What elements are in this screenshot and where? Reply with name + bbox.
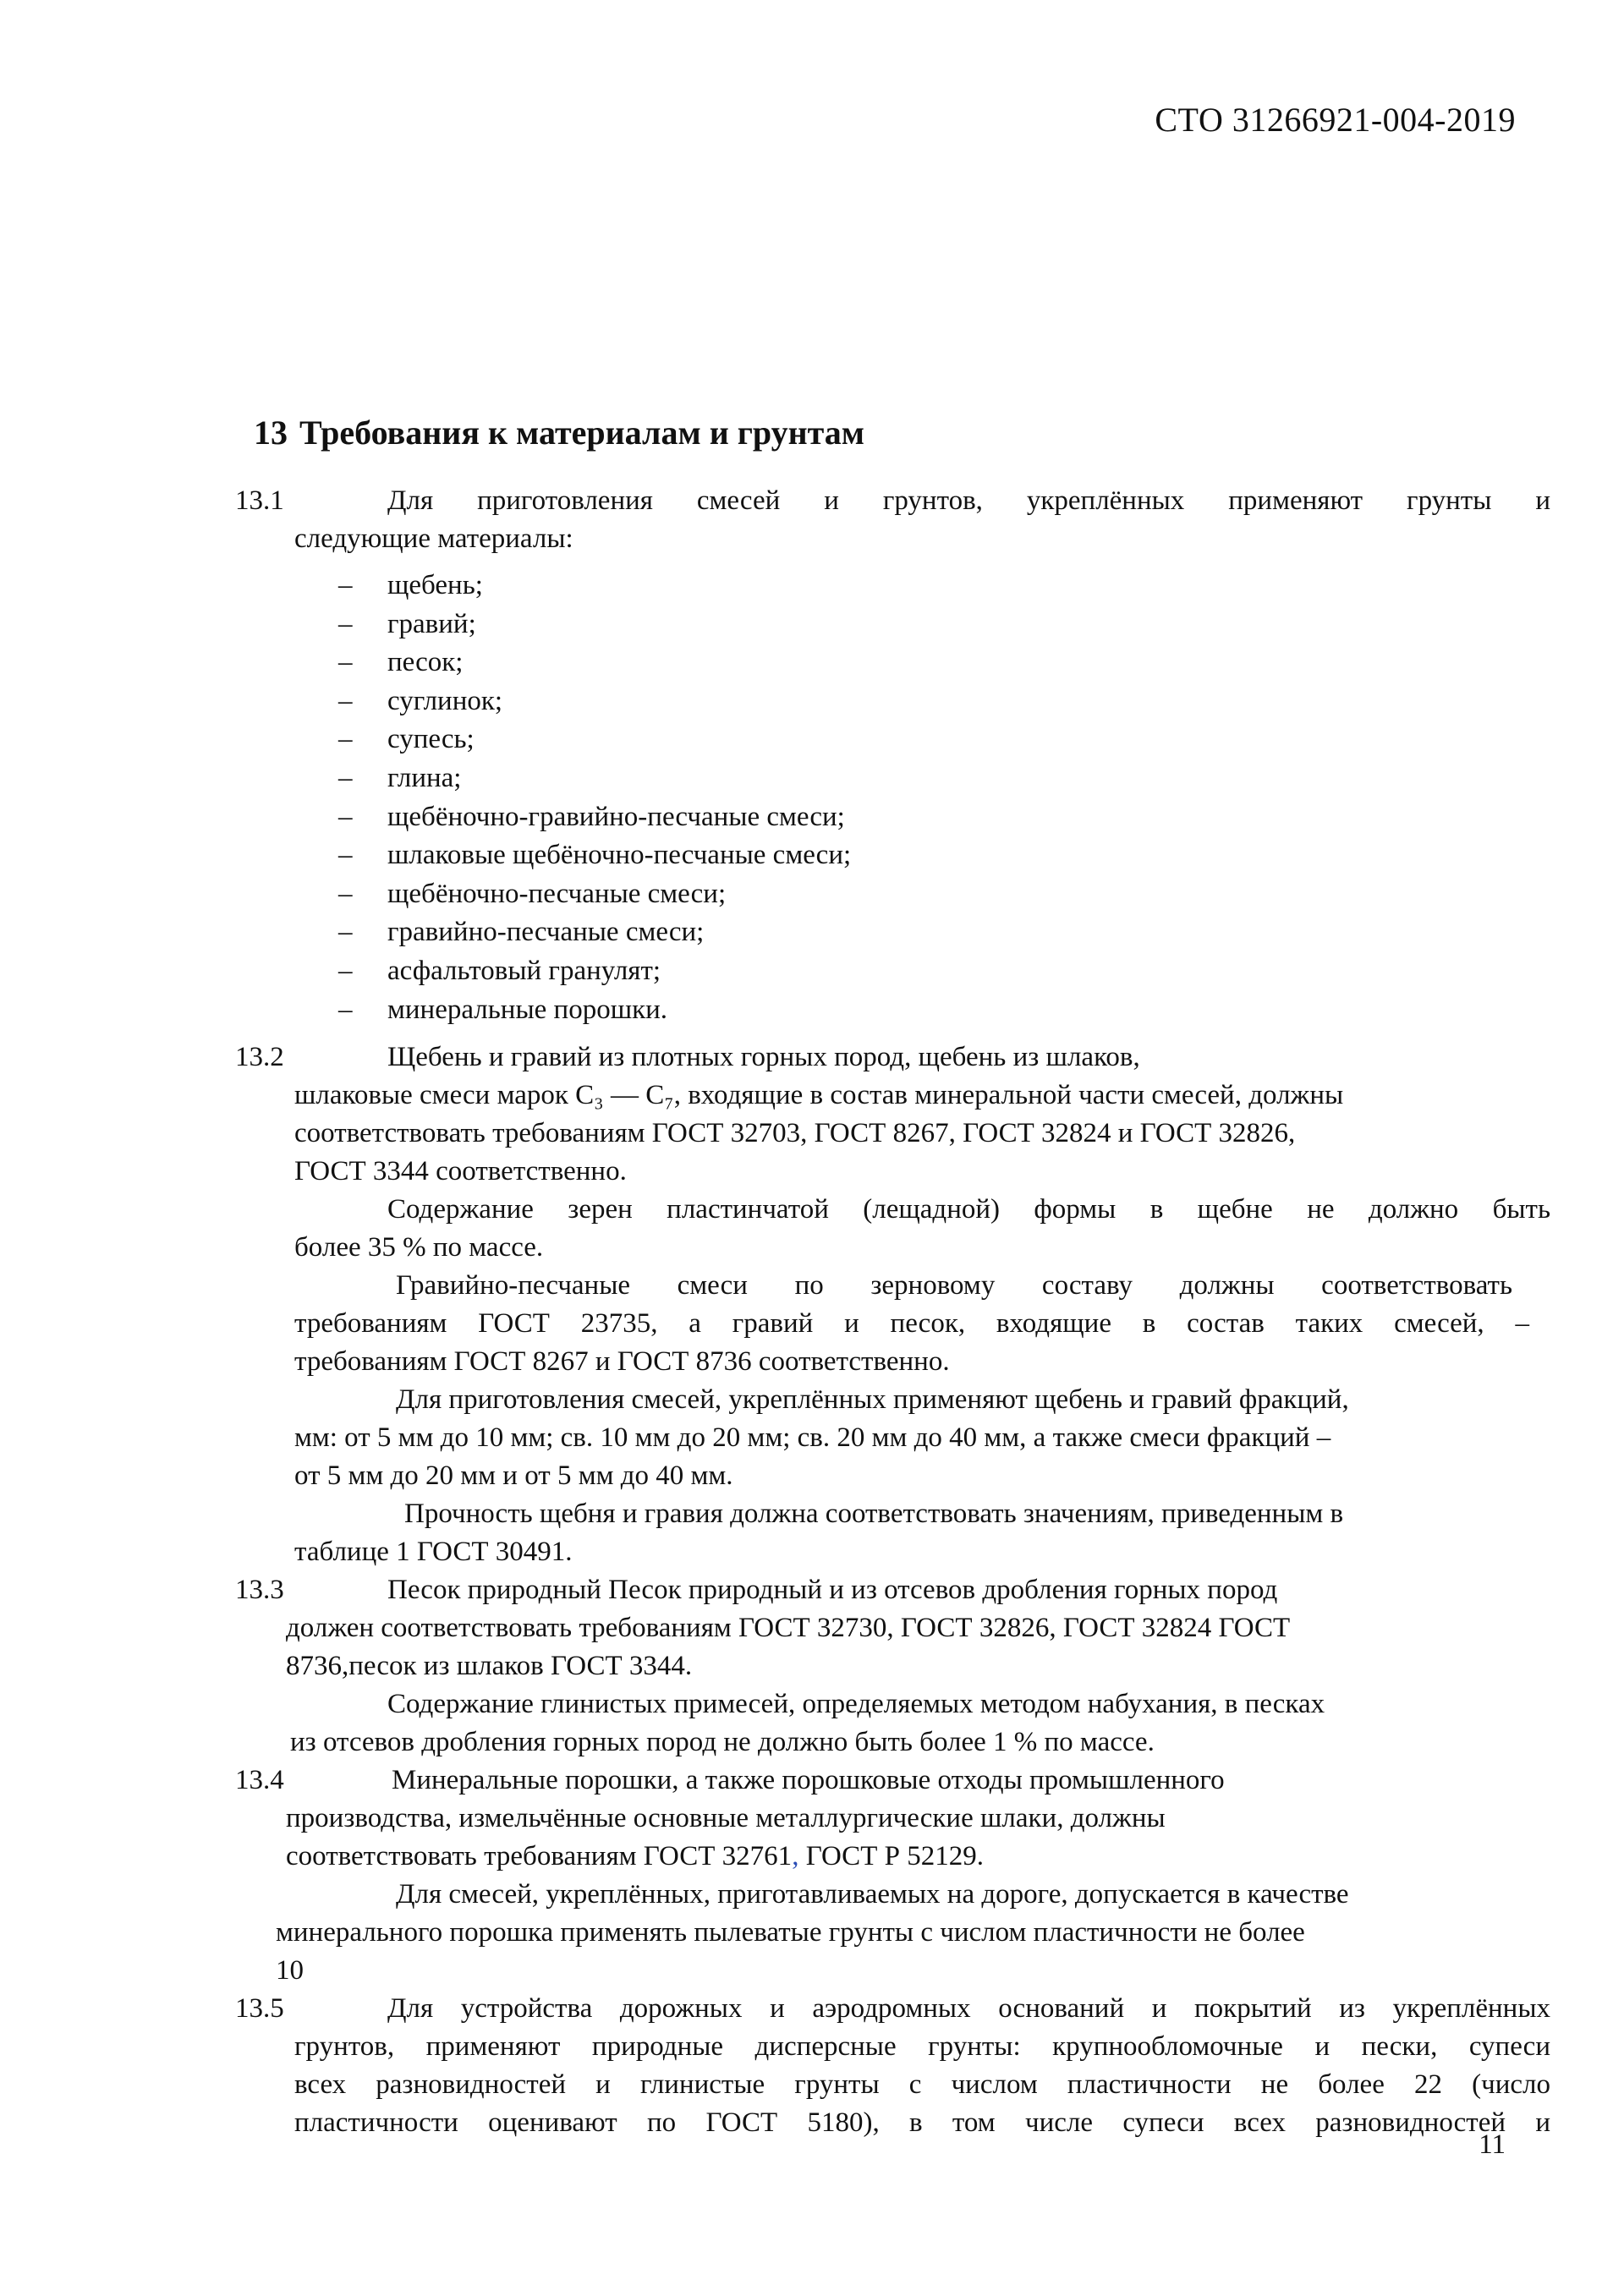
- text-line: шлаковые смеси марок С₃ — С₇, входящие в состав минеральной части смесей, должны: [294, 1080, 1344, 1110]
- list-item: – щебень;: [338, 567, 851, 606]
- text-line: Щебень и гравий из плотных горных пород, щебень из шлаков,: [387, 1042, 1140, 1072]
- paragraph-13-2: [235, 1038, 1550, 1571]
- text-line: Прочность щебня и гравия должна соответствовать значениям, приведенным в: [404, 1499, 1344, 1529]
- text-line: Содержание зерен пластинчатой (лещадной) формы в щебне не должно быть: [387, 1194, 1550, 1225]
- text-line: Минеральные порошки, а также порошковые отходы промышленного: [392, 1765, 1225, 1795]
- list-item: – шлаковые щебёночно-песчаные смеси;: [338, 836, 851, 875]
- text-line: таблице 1 ГОСТ 30491.: [294, 1537, 573, 1567]
- list-item: – песок;: [338, 644, 851, 682]
- text-line: Для приготовления смесей и грунтов, укреплённых применяют грунты и: [387, 485, 1550, 516]
- section-title: Требования к материалам и грунтам: [299, 414, 865, 452]
- text-line: должен соответствовать требованиям ГОСТ 32730, ГОСТ 32826, ГОСТ 32824 ГОСТ: [286, 1613, 1291, 1643]
- list-item: – глина;: [338, 759, 851, 798]
- text-line: Для смесей, укреплённых, приготавливаемых на дороге, допускается в качестве: [396, 1879, 1349, 1910]
- paragraph-13-4: [235, 1762, 1550, 1990]
- clause-number: 13.3: [235, 1575, 284, 1605]
- text-fragment: ГОСТ Р 52129.: [798, 1841, 984, 1871]
- text-line: [286, 1838, 1550, 1876]
- document-code: СТО 31266921-004-2019: [1155, 101, 1516, 139]
- list-item: – асфальтовый гранулят;: [338, 952, 851, 991]
- text-fragment: соответствовать требованиям ГОСТ 32761: [286, 1841, 793, 1871]
- section-number: 13: [254, 414, 288, 452]
- text-line: от 5 мм до 20 мм и от 5 мм до 40 мм.: [294, 1460, 733, 1491]
- paragraph-13-1: [235, 482, 1550, 558]
- text-line: грунтов, применяют природные дисперсные грунты: крупнообломочные и пески, супеси: [294, 2031, 1550, 2062]
- section-heading: [254, 413, 864, 452]
- text-line: следующие материалы:: [294, 523, 573, 554]
- text-line: требованиям ГОСТ 8267 и ГОСТ 8736 соответственно.: [294, 1346, 950, 1377]
- text-line: Песок природный Песок природный и из отсевов дробления горных пород: [387, 1575, 1278, 1605]
- list-item: – суглинок;: [338, 682, 851, 721]
- text-line: Для устройства дорожных и аэродромных оснований и покрытий из укреплённых: [387, 1993, 1550, 2024]
- text-line: из отсевов дробления горных пород не должно быть более 1 % по массе.: [290, 1727, 1155, 1757]
- list-item: – минеральные порошки.: [338, 991, 851, 1030]
- text-line: ГОСТ 3344 соответственно.: [294, 1156, 627, 1186]
- paragraph-13-5: [235, 1990, 1550, 2142]
- clause-number: 13.4: [235, 1765, 284, 1795]
- text-line: всех разновидностей и глинистые грунты с числом пластичности не более 22 (число: [294, 2069, 1550, 2100]
- clause-number: 13.1: [235, 485, 284, 516]
- text-line: соответствовать требованиям ГОСТ 32703, ГОСТ 8267, ГОСТ 32824 и ГОСТ 32826,: [294, 1118, 1296, 1148]
- text-line: мм: от 5 мм до 10 мм; св. 10 мм до 20 мм; св. 20 мм до 40 мм, а также смеси фракций –: [294, 1422, 1331, 1453]
- text-line: пластичности оценивают по ГОСТ 5180), в том числе супеси всех разновидностей и: [294, 2107, 1550, 2138]
- clause-number: 13.2: [235, 1042, 284, 1072]
- text-line: Содержание глинистых примесей, определяемых методом набухания, в песках: [387, 1689, 1325, 1719]
- materials-list: [338, 567, 851, 1029]
- clause-number: 13.5: [235, 1993, 284, 2024]
- text-line: Для приготовления смесей, укреплённых применяют щебень и гравий фракций,: [396, 1384, 1349, 1415]
- comma-link: ,: [792, 1841, 799, 1871]
- list-item: – супесь;: [338, 721, 851, 759]
- text-line: требованиям ГОСТ 23735, а гравий и песок, входящие в состав таких смесей, –: [294, 1308, 1529, 1339]
- text-line: производства, измельчённые основные металлургические шлаки, должны: [286, 1803, 1166, 1833]
- list-item: – щебёночно-гравийно-песчаные смеси;: [338, 798, 851, 837]
- text-line: более 35 % по массе.: [294, 1232, 544, 1263]
- text-line: 10: [276, 1955, 304, 1986]
- list-item: – гравийно-песчаные смеси;: [338, 913, 851, 952]
- list-item: – щебёночно-песчаные смеси;: [338, 875, 851, 914]
- paragraph-13-3: [235, 1571, 1550, 1762]
- page-number: 11: [1479, 2129, 1506, 2160]
- text-line: 8736,песок из шлаков ГОСТ 3344.: [286, 1651, 693, 1681]
- text-line: минерального порошка применять пылеватые грунты с числом пластичности не более: [276, 1917, 1305, 1948]
- text-line: Гравийно-песчаные смеси по зерновому составу должны соответствовать: [396, 1270, 1512, 1301]
- list-item: – гравий;: [338, 606, 851, 644]
